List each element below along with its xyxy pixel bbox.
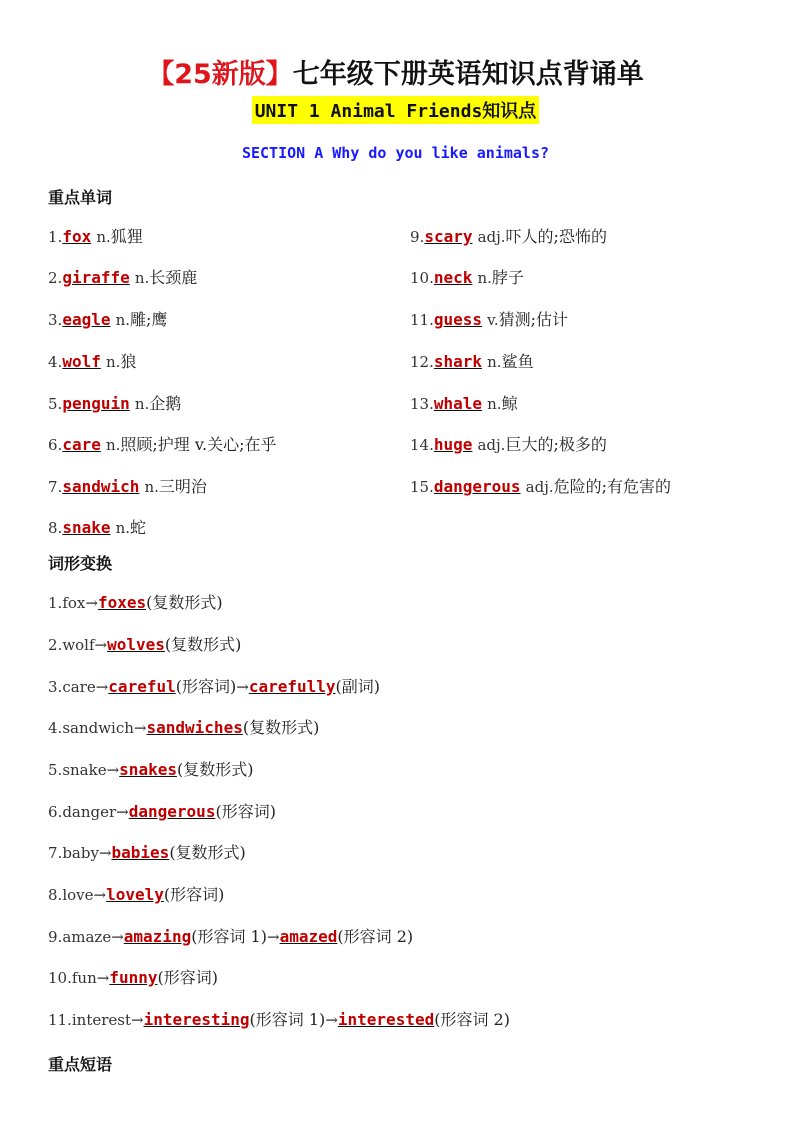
vocab-heading: 重点单词 — [48, 188, 113, 207]
title-text: 七年级下册英语知识点背诵单 — [292, 59, 644, 90]
vocab-item: 1.fox n.狐狸 — [48, 227, 143, 246]
edition-label: 【25新版】 — [147, 59, 293, 90]
form-item: 8.love→lovely(形容词) — [48, 885, 225, 904]
phrases-heading: 重点短语 — [48, 1055, 113, 1074]
form-item: 10.fun→funny(形容词) — [48, 968, 218, 987]
vocab-item: 14.huge adj.巨大的;极多的 — [410, 435, 607, 454]
forms-heading: 词形变换 — [48, 554, 113, 573]
form-item: 3.care→careful(形容词)→carefully(副词) — [48, 677, 381, 696]
vocab-item: 8.snake n.蛇 — [48, 518, 147, 537]
form-item: 1.fox→foxes(复数形式) — [48, 593, 223, 612]
form-item: 5.snake→snakes(复数形式) — [48, 760, 254, 779]
form-item: 4.sandwich→sandwiches(复数形式) — [48, 718, 320, 737]
section-title: SECTION A Why do you like animals? — [241, 144, 550, 162]
vocab-item: 10.neck n.脖子 — [410, 268, 524, 287]
vocab-item: 3.eagle n.雕;鹰 — [48, 310, 168, 329]
page-title — [0, 52, 791, 91]
form-item: 7.baby→babies(复数形式) — [48, 843, 246, 862]
unit-title: UNIT 1 Animal Friends知识点 — [252, 96, 540, 124]
form-item: 9.amaze→amazing(形容词 1)→amazed(形容词 2) — [48, 927, 414, 946]
form-item: 2.wolf→wolves(复数形式) — [48, 635, 242, 654]
vocab-item: 13.whale n.鲸 — [410, 394, 518, 413]
vocab-item: 2.giraffe n.长颈鹿 — [48, 268, 198, 287]
vocab-item: 5.penguin n.企鹅 — [48, 394, 182, 413]
form-item: 11.interest→interesting(形容词 1)→interested(形容词 2) — [48, 1010, 510, 1029]
vocab-item: 9.scary adj.吓人的;恐怖的 — [410, 227, 607, 246]
vocab-item: 7.sandwich n.三明治 — [48, 477, 207, 496]
vocab-item: 4.wolf n.狼 — [48, 352, 137, 371]
form-item: 6.danger→dangerous(形容词) — [48, 802, 276, 821]
vocab-item: 6.care n.照顾;护理 v.关心;在乎 — [48, 435, 277, 454]
vocab-item: 11.guess v.猜测;估计 — [410, 310, 568, 329]
vocab-item: 15.dangerous adj.危险的;有危害的 — [410, 477, 672, 496]
vocab-item: 12.shark n.鲨鱼 — [410, 352, 534, 371]
